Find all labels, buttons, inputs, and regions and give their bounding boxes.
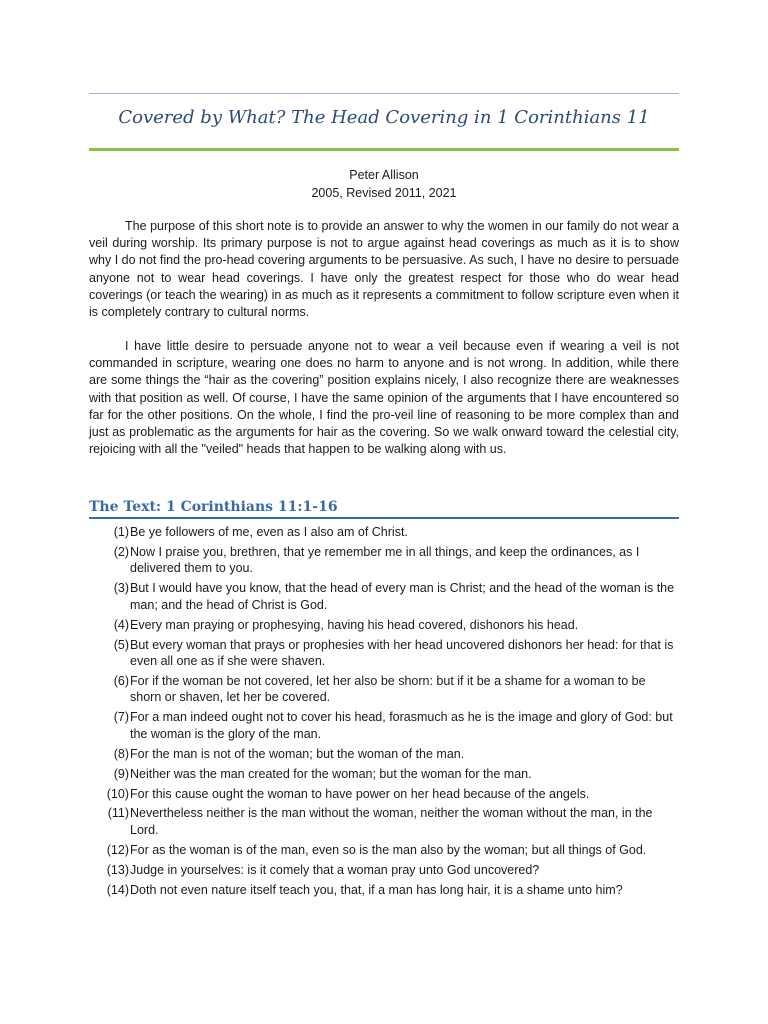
intro-paragraph-2: I have little desire to persuade anyone not to wear a veil because even if wearing a veil is not commanded in scripture, wearing one does no harm to anyone and is not wrong. In addition, while there are some things the “hair as the covering” position explains nicely, I also recognize there are weaknesses with that position as well. Of course, I have the same opinion of the arguments that I have encountered so far for the other positions. On the whole, I find the pro-veil line of reasoning to be more complex than and just as problematic as the arguments for hair as the covering. So we walk onward toward the celestial city, rejoicing with all the "veiled" heads that happen to be walking along with us. — [89, 339, 679, 457]
verse-item — [89, 580, 679, 613]
verse-text: But I would have you know, that the head of every man is Christ; and the head of the woman is the man; and the head of Christ is God. — [130, 581, 675, 612]
verse-item — [89, 617, 679, 634]
verse-number: (10) — [106, 786, 129, 801]
top-divider — [89, 93, 679, 94]
verse-text: Neither was the man created for the woman; but the woman for the man. — [130, 766, 532, 781]
verse-number: (3) — [113, 581, 129, 596]
verse-number: (6) — [113, 673, 129, 688]
verse-number: (13) — [106, 862, 129, 877]
verse-item — [89, 544, 679, 577]
verse-number: (7) — [113, 710, 129, 725]
verse-number: (2) — [113, 544, 129, 559]
verse-text: Every man praying or prophesying, having his head covered, dishonors his head. — [130, 617, 579, 632]
verse-item — [89, 709, 679, 742]
verse-text: For as the woman is of the man, even so is the man also by the woman; but all things of God. — [130, 842, 647, 857]
verse-number: (5) — [113, 637, 129, 652]
section-heading: The Text: 1 Corinthians 11:1-16 — [89, 499, 338, 515]
verse-number: (8) — [113, 746, 129, 761]
document-date: 2005, Revised 2011, 2021 — [311, 186, 457, 200]
verse-text: But every woman that prays or prophesies with her head uncovered dishonors her head: for that is even all one as if she were shaven. — [130, 637, 674, 669]
verse-item — [89, 805, 679, 838]
verse-text: Nevertheless neither is the man without the woman, neither the woman without the man, in the Lord. — [130, 806, 653, 837]
title-underline — [89, 148, 679, 151]
verse-number: (1) — [113, 525, 129, 539]
verse-text: For the man is not of the woman; but the woman of the man. — [130, 746, 465, 761]
verse-item — [89, 637, 679, 670]
byline — [89, 166, 679, 202]
verse-text: Doth not even nature itself teach you, that, if a man has long hair, it is a shame unto him? — [130, 882, 623, 897]
verse-item — [89, 746, 679, 763]
section-underline — [89, 517, 679, 519]
verse-number: (4) — [113, 617, 129, 632]
verse-text: For if the woman be not covered, let her also be shorn: but if it be a shame for a woman to be shorn or shaven, let her be covered. — [130, 673, 646, 705]
verse-text: For a man indeed ought not to cover his head, forasmuch as he is the image and glory of God: but the woman is the glory of the man. — [130, 710, 673, 741]
verse-item — [89, 882, 679, 899]
verse-number: (9) — [113, 766, 129, 781]
verse-text: Now I praise you, brethren, that ye remember me in all things, and keep the ordinances, as I delivered them to you. — [130, 544, 640, 576]
verse-item — [89, 842, 679, 859]
author-name: Peter Allison — [349, 168, 419, 182]
verse-number: (14) — [106, 882, 129, 897]
verse-text: Be ye followers of me, even as I also am of Christ. — [130, 525, 408, 539]
verse-item — [89, 524, 679, 541]
verse-list — [89, 524, 679, 901]
verse-item — [89, 862, 679, 879]
intro-paragraph-1: The purpose of this short note is to provide an answer to why the women in our family do not wear a veil during worship. Its primary purpose is not to argue against head coverings as much as it is to show why I do not find the pro-head covering arguments to be persuasive. As such, I have no desire to persuade anyone not to wear head coverings. I have only the greatest respect for those who do wear head coverings (or teach the wearing) in as much as it represents a commitment to follow scripture even when it is completely contrary to cultural norms. — [89, 219, 679, 320]
verse-number: (11) — [107, 806, 129, 821]
verse-item — [89, 766, 679, 783]
document-title: Covered by What? The Head Covering in 1 Corinthians 11 — [118, 107, 650, 128]
verse-item — [89, 786, 679, 803]
verse-item — [89, 673, 679, 706]
verse-number: (12) — [106, 842, 129, 857]
verse-text: For this cause ought the woman to have power on her head because of the angels. — [130, 786, 590, 801]
verse-text: Judge in yourselves: is it comely that a woman pray unto God uncovered? — [130, 862, 540, 877]
